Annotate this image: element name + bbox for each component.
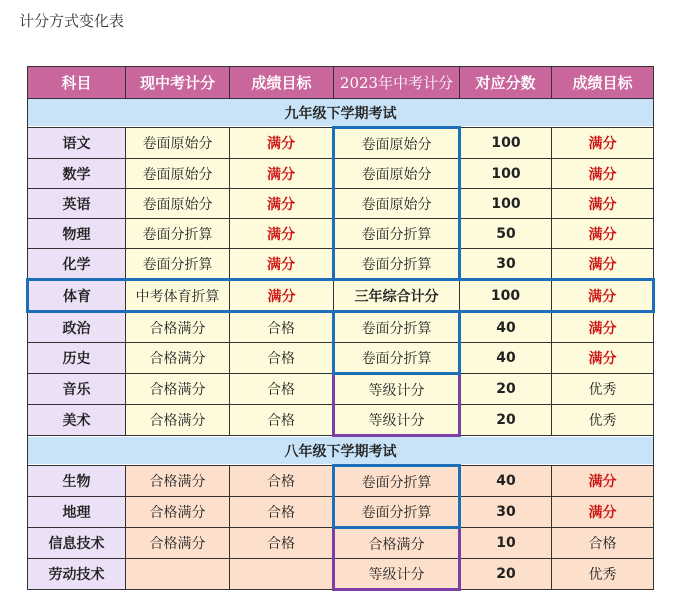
header-target-1: 成绩目标 xyxy=(230,67,334,99)
new-scoring-cell: 卷面原始分 xyxy=(334,189,460,219)
page-title: 计分方式变化表 xyxy=(19,12,125,30)
target-1-cell: 满分 xyxy=(230,189,334,219)
new-scoring-cell: 卷面原始分 xyxy=(334,159,460,189)
subject-cell: 音乐 xyxy=(28,374,126,405)
target-1-cell: 合格 xyxy=(230,497,334,528)
target-2-cell: 满分 xyxy=(552,466,654,497)
current-scoring-cell: 卷面原始分 xyxy=(126,159,230,189)
subject-cell: 化学 xyxy=(28,249,126,280)
target-1-cell: 合格 xyxy=(230,466,334,497)
current-scoring-cell: 中考体育折算 xyxy=(126,280,230,312)
header-current-scoring: 现中考计分 xyxy=(126,67,230,99)
target-1-cell: 满分 xyxy=(230,128,334,159)
new-scoring-cell: 合格满分 xyxy=(334,528,460,559)
target-1-cell: 合格 xyxy=(230,343,334,374)
current-scoring-cell xyxy=(126,559,230,590)
new-scoring-cell: 卷面原始分 xyxy=(334,128,460,159)
subject-cell: 英语 xyxy=(28,189,126,219)
table-row xyxy=(28,528,654,559)
current-scoring-cell: 卷面原始分 xyxy=(126,189,230,219)
score-cell: 50 xyxy=(460,219,552,249)
target-1-cell xyxy=(230,559,334,590)
target-1-cell: 合格 xyxy=(230,312,334,343)
subject-cell: 历史 xyxy=(28,343,126,374)
subject-cell: 劳动技术 xyxy=(28,559,126,590)
score-change-table xyxy=(26,66,655,591)
current-scoring-cell: 合格满分 xyxy=(126,374,230,405)
score-cell: 10 xyxy=(460,528,552,559)
header-target-2: 成绩目标 xyxy=(552,67,654,99)
score-cell: 100 xyxy=(460,280,552,312)
section-title-grade8: 八年级下学期考试 xyxy=(28,436,654,466)
score-cell: 100 xyxy=(460,189,552,219)
target-2-cell: 满分 xyxy=(552,219,654,249)
target-2-cell: 合格 xyxy=(552,528,654,559)
section-row-grade8 xyxy=(28,436,654,466)
target-2-cell: 满分 xyxy=(552,280,654,312)
current-scoring-cell: 合格满分 xyxy=(126,528,230,559)
new-scoring-cell: 等级计分 xyxy=(334,405,460,436)
table-row xyxy=(28,559,654,590)
table-row xyxy=(28,405,654,436)
current-scoring-cell: 卷面原始分 xyxy=(126,128,230,159)
subject-cell: 生物 xyxy=(28,466,126,497)
target-2-cell: 优秀 xyxy=(552,374,654,405)
target-1-cell: 合格 xyxy=(230,405,334,436)
subject-cell: 数学 xyxy=(28,159,126,189)
score-cell: 20 xyxy=(460,405,552,436)
current-scoring-cell: 合格满分 xyxy=(126,343,230,374)
score-cell: 100 xyxy=(460,159,552,189)
current-scoring-cell: 卷面分折算 xyxy=(126,249,230,280)
score-cell: 20 xyxy=(460,559,552,590)
score-cell: 100 xyxy=(460,128,552,159)
table-row xyxy=(28,128,654,159)
header-score: 对应分数 xyxy=(460,67,552,99)
subject-cell: 政治 xyxy=(28,312,126,343)
section-row-grade9 xyxy=(28,99,654,128)
score-cell: 30 xyxy=(460,249,552,280)
new-scoring-cell: 三年综合计分 xyxy=(334,280,460,312)
target-2-cell: 满分 xyxy=(552,343,654,374)
target-1-cell: 满分 xyxy=(230,280,334,312)
subject-cell: 美术 xyxy=(28,405,126,436)
target-1-cell: 合格 xyxy=(230,374,334,405)
new-scoring-cell: 等级计分 xyxy=(334,374,460,405)
target-1-cell: 满分 xyxy=(230,159,334,189)
current-scoring-cell: 合格满分 xyxy=(126,497,230,528)
score-cell: 40 xyxy=(460,466,552,497)
target-2-cell: 优秀 xyxy=(552,405,654,436)
current-scoring-cell: 卷面分折算 xyxy=(126,219,230,249)
subject-cell: 体育 xyxy=(28,280,126,312)
section-title-grade9: 九年级下学期考试 xyxy=(28,99,654,128)
subject-cell: 信息技术 xyxy=(28,528,126,559)
target-1-cell: 满分 xyxy=(230,219,334,249)
score-cell: 20 xyxy=(460,374,552,405)
current-scoring-cell: 合格满分 xyxy=(126,405,230,436)
target-1-cell: 满分 xyxy=(230,249,334,280)
table-row xyxy=(28,497,654,528)
target-2-cell: 满分 xyxy=(552,249,654,280)
target-2-cell: 满分 xyxy=(552,189,654,219)
table-row xyxy=(28,280,654,312)
target-1-cell: 合格 xyxy=(230,528,334,559)
new-scoring-cell: 卷面分折算 xyxy=(334,219,460,249)
table-row xyxy=(28,219,654,249)
table-row xyxy=(28,249,654,280)
table-row xyxy=(28,466,654,497)
new-scoring-cell: 等级计分 xyxy=(334,559,460,590)
new-scoring-cell: 卷面分折算 xyxy=(334,249,460,280)
score-cell: 40 xyxy=(460,312,552,343)
new-scoring-cell: 卷面分折算 xyxy=(334,497,460,528)
score-cell: 30 xyxy=(460,497,552,528)
subject-cell: 地理 xyxy=(28,497,126,528)
current-scoring-cell: 合格满分 xyxy=(126,312,230,343)
table-row xyxy=(28,343,654,374)
table-row xyxy=(28,312,654,343)
target-2-cell: 满分 xyxy=(552,128,654,159)
score-cell: 40 xyxy=(460,343,552,374)
new-scoring-cell: 卷面分折算 xyxy=(334,343,460,374)
target-2-cell: 满分 xyxy=(552,312,654,343)
new-scoring-cell: 卷面分折算 xyxy=(334,466,460,497)
table-row xyxy=(28,374,654,405)
table-row xyxy=(28,159,654,189)
subject-cell: 语文 xyxy=(28,128,126,159)
table-row xyxy=(28,189,654,219)
target-2-cell: 优秀 xyxy=(552,559,654,590)
target-2-cell: 满分 xyxy=(552,159,654,189)
header-subject: 科目 xyxy=(28,67,126,99)
current-scoring-cell: 合格满分 xyxy=(126,466,230,497)
target-2-cell: 满分 xyxy=(552,497,654,528)
subject-cell: 物理 xyxy=(28,219,126,249)
new-scoring-cell: 卷面分折算 xyxy=(334,312,460,343)
header-2023-scoring: 2023年中考计分 xyxy=(334,67,460,99)
header-row xyxy=(28,67,654,99)
